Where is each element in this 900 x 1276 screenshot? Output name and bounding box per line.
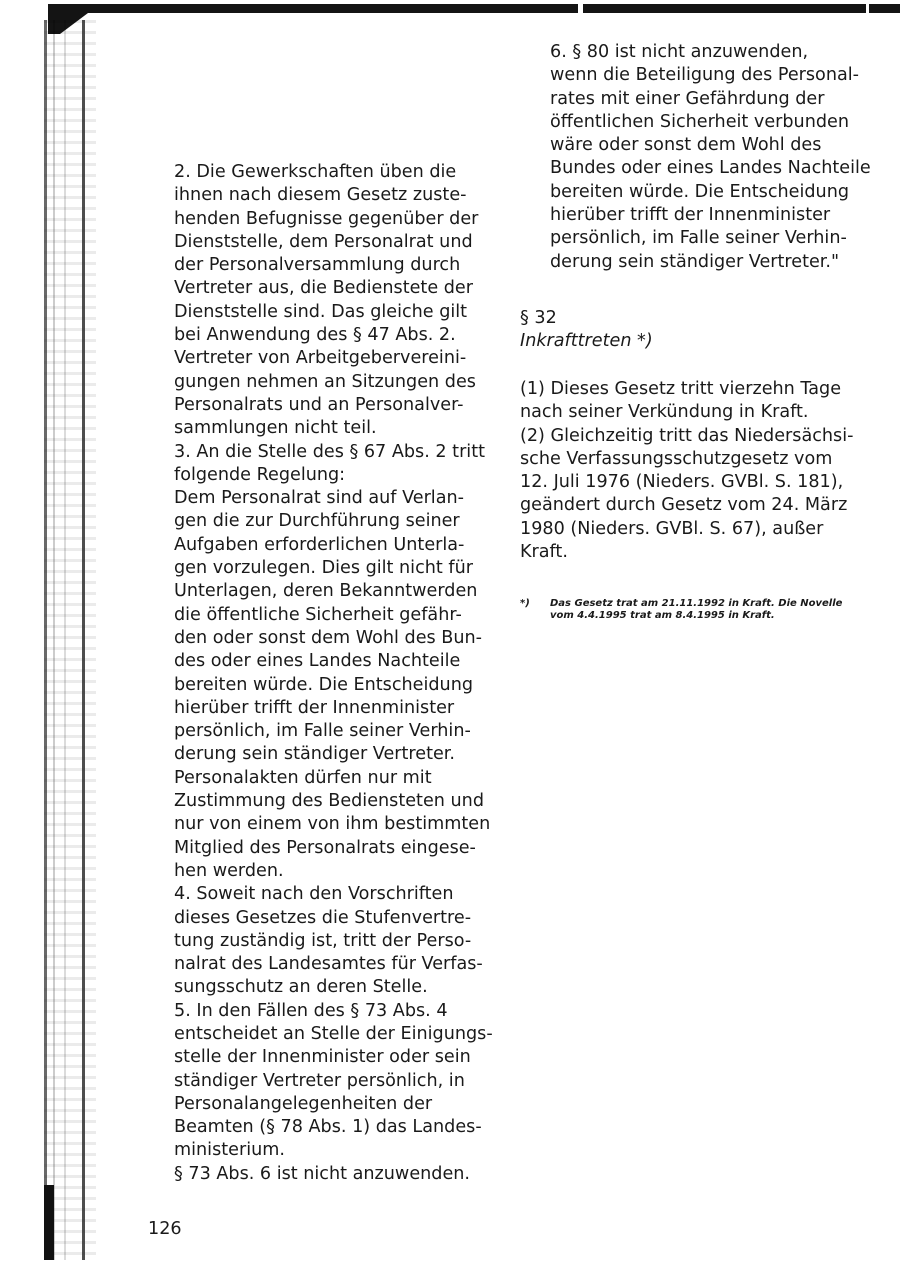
footnote-line: Das Gesetz trat am 21.11.1992 in Kraft. Die Novelle	[550, 598, 843, 609]
scan-top-border-gap	[578, 4, 583, 13]
text-line: nach seiner Verkündung in Kraft.	[520, 402, 809, 423]
text-line: Zustimmung des Bediensteten und	[174, 791, 484, 812]
text-line: Unterlagen, deren Bekanntwerden	[174, 581, 478, 602]
text-line: 5. In den Fällen des § 73 Abs. 4	[174, 1000, 448, 1021]
scan-top-border	[48, 4, 900, 13]
scan-binding-edge	[44, 20, 96, 1260]
section-heading	[520, 307, 653, 354]
text-line: bereiten würde. Die Entscheidung	[550, 181, 850, 202]
text-line: wenn die Beteiligung des Personal-	[550, 65, 859, 86]
section-title: Inkrafttreten *)	[520, 331, 653, 352]
text-line: derung sein ständiger Vertreter.	[174, 744, 456, 765]
text-line: henden Befugnisse gegenüber der	[174, 208, 479, 229]
text-line: nalrat des Landesamtes für Verfas-	[174, 954, 483, 975]
text-line: 4. Soweit nach den Vorschriften	[174, 884, 454, 905]
text-line: Aufgaben erforderlichen Unterla-	[174, 534, 465, 555]
right-column-top	[550, 41, 890, 274]
text-line: dieses Gesetzes die Stufenvertre-	[174, 907, 472, 928]
text-line: hierüber trifft der Innenminister	[174, 697, 455, 718]
text-line: Dienststelle sind. Das gleiche gilt	[174, 301, 468, 322]
text-line: folgende Regelung:	[174, 464, 346, 485]
text-line: derung sein ständiger Vertreter."	[550, 251, 840, 272]
text-line: gungen nehmen an Sitzungen des	[174, 371, 476, 392]
text-line: Dem Personalrat sind auf Verlan-	[174, 488, 464, 509]
text-line: öffentlichen Sicherheit verbunden	[550, 111, 849, 132]
text-line: geändert durch Gesetz vom 24. März	[520, 495, 848, 516]
page-number: 126	[148, 1219, 182, 1239]
text-line: persönlich, im Falle seiner Verhin-	[550, 228, 847, 249]
section-number: § 32	[520, 308, 557, 328]
text-line: 12. Juli 1976 (Nieders. GVBl. S. 181),	[520, 472, 844, 493]
text-line: (1) Dieses Gesetz tritt vierzehn Tage	[520, 379, 842, 399]
text-line: ständiger Vertreter persönlich, in	[174, 1070, 465, 1091]
text-line: tung zuständig ist, tritt der Perso-	[174, 930, 472, 951]
text-line: bereiten würde. Die Entscheidung	[174, 674, 474, 695]
left-column	[174, 161, 504, 1186]
text-line: 3. An die Stelle des § 67 Abs. 2 tritt	[174, 441, 485, 462]
text-line: 1980 (Nieders. GVBl. S. 67), außer	[520, 518, 824, 539]
text-line: Beamten (§ 78 Abs. 1) das Landes-	[174, 1117, 482, 1138]
text-line: gen vorzulegen. Dies gilt nicht für	[174, 558, 473, 579]
text-line: des oder eines Landes Nachteile	[174, 651, 461, 672]
text-line: Mitglied des Personalrats eingese-	[174, 837, 476, 858]
footnote-marker: *)	[520, 598, 530, 609]
text-line: Vertreter von Arbeitgebervereini-	[174, 348, 467, 369]
text-line: sche Verfassungsschutzgesetz vom	[520, 448, 833, 469]
text-line: (2) Gleichzeitig tritt das Niedersächsi-	[520, 425, 854, 446]
text-line: wäre oder sonst dem Wohl des	[550, 135, 822, 156]
footnote-line: vom 4.4.1995 trat am 8.4.1995 in Kraft.	[550, 610, 775, 621]
text-line: ministerium.	[174, 1140, 285, 1161]
footnote-text	[550, 598, 860, 622]
text-line: Personalrats und an Personalver-	[174, 394, 464, 415]
text-line: Personalangelegenheiten der	[174, 1093, 433, 1114]
text-line: hen werden.	[174, 860, 284, 881]
text-line: sammlungen nicht teil.	[174, 418, 377, 439]
text-line: Vertreter aus, die Bedienstete der	[174, 278, 473, 299]
text-line: persönlich, im Falle seiner Verhin-	[174, 721, 471, 742]
text-line: sungsschutz an deren Stelle.	[174, 977, 428, 998]
text-line: nur von einem von ihm bestimmten	[174, 814, 491, 835]
text-line: gen die zur Durchführung seiner	[174, 511, 460, 532]
text-line: Personalakten dürfen nur mit	[174, 767, 432, 788]
scan-binding-shadow	[44, 1185, 54, 1260]
text-line: 6. § 80 ist nicht anzuwenden,	[550, 42, 809, 62]
text-line: 2. Die Gewerkschaften üben die	[174, 162, 457, 182]
text-line: Bundes oder eines Landes Nachteile	[550, 158, 871, 179]
text-line: ihnen nach diesem Gesetz zuste-	[174, 185, 467, 206]
text-line: hierüber trifft der Innenminister	[550, 205, 831, 226]
text-line: bei Anwendung des § 47 Abs. 2.	[174, 325, 456, 346]
text-line: Dienststelle, dem Personalrat und	[174, 231, 473, 252]
text-line: den oder sonst dem Wohl des Bun-	[174, 627, 483, 648]
scan-top-border-gap-right	[866, 4, 869, 18]
text-line: § 73 Abs. 6 ist nicht anzuwenden.	[174, 1163, 471, 1184]
text-line: der Personalversammlung durch	[174, 255, 461, 276]
text-line: die öffentliche Sicherheit gefähr-	[174, 604, 462, 625]
section-body	[520, 378, 880, 564]
text-line: rates mit einer Gefährdung der	[550, 88, 825, 109]
text-line: stelle der Innenminister oder sein	[174, 1047, 471, 1068]
text-line: entscheidet an Stelle der Einigungs-	[174, 1023, 493, 1044]
text-line: Kraft.	[520, 542, 568, 563]
